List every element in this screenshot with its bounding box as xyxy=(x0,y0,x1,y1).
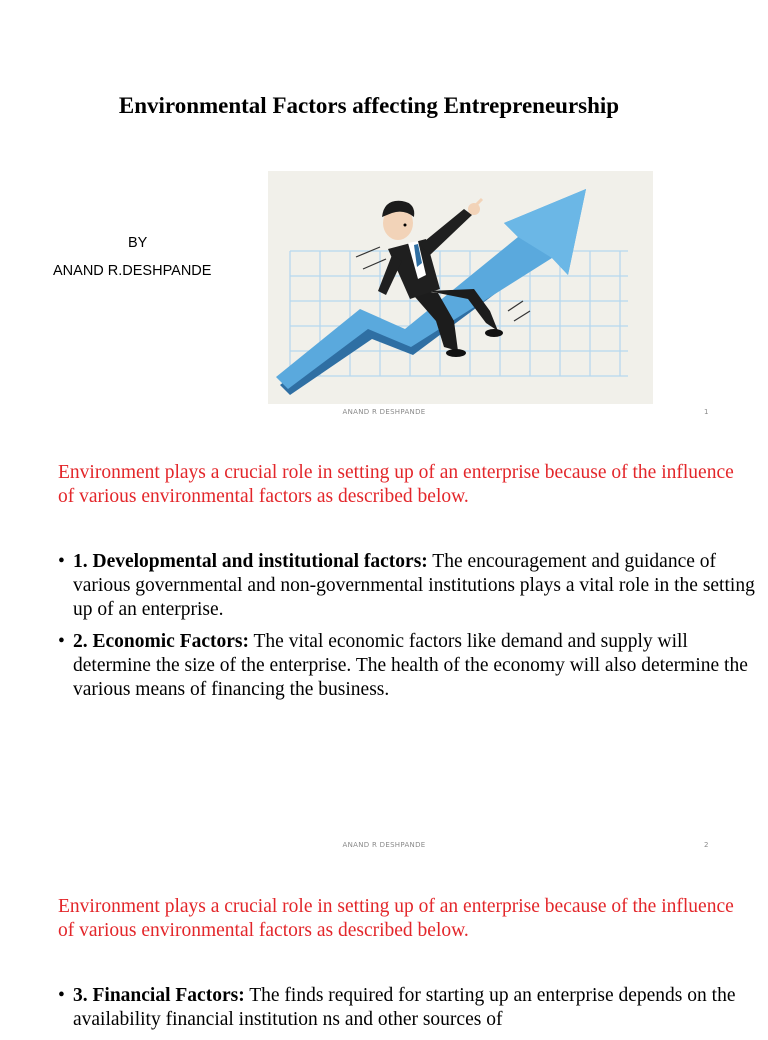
list-item xyxy=(58,984,758,1032)
footer-author: ANAND R DESHPANDE xyxy=(342,408,426,416)
factor-text: The finds required for starting up an enterprise depends on the availability financial institution ns and other sources of xyxy=(73,985,736,1030)
intro-text: Environment plays a crucial role in setting up of an enterprise because of the influence of various environmental factors as described below. xyxy=(58,462,734,507)
by-label: BY xyxy=(128,235,148,251)
factor-heading: 3. Financial Factors: xyxy=(73,985,245,1006)
factor-heading: 2. Economic Factors: xyxy=(73,631,249,652)
slide-title: Environmental Factors affecting Entrepreneurship xyxy=(118,93,620,118)
author-name: ANAND R.DESHPANDE xyxy=(53,263,212,279)
factor-text: The vital economic factors like demand and supply will determine the size of the enterprise. The health of the economy will also determine the various means of financing the business. xyxy=(73,631,748,700)
list-item xyxy=(58,550,758,622)
list-item xyxy=(58,630,758,702)
slide-1 xyxy=(0,0,768,434)
slide-2 xyxy=(0,434,768,869)
factor-text: The encouragement and guidance of various governmental and non-governmental institutions plays a vital role in the setting up of an enterprise. xyxy=(73,551,755,620)
page-number: 2 xyxy=(704,841,709,849)
factor-list xyxy=(58,550,758,710)
intro-text: Environment plays a crucial role in setting up of an enterprise because of the influence of various environmental factors as described below. xyxy=(58,896,734,941)
footer-author: ANAND R DESHPANDE xyxy=(342,841,426,849)
factor-heading: 1. Developmental and institutional factors: xyxy=(73,551,428,572)
factor-list xyxy=(58,984,758,1040)
page-number: 1 xyxy=(704,408,709,416)
slide-3 xyxy=(0,869,768,1030)
businessman-growth-arrow-illustration xyxy=(268,171,653,404)
